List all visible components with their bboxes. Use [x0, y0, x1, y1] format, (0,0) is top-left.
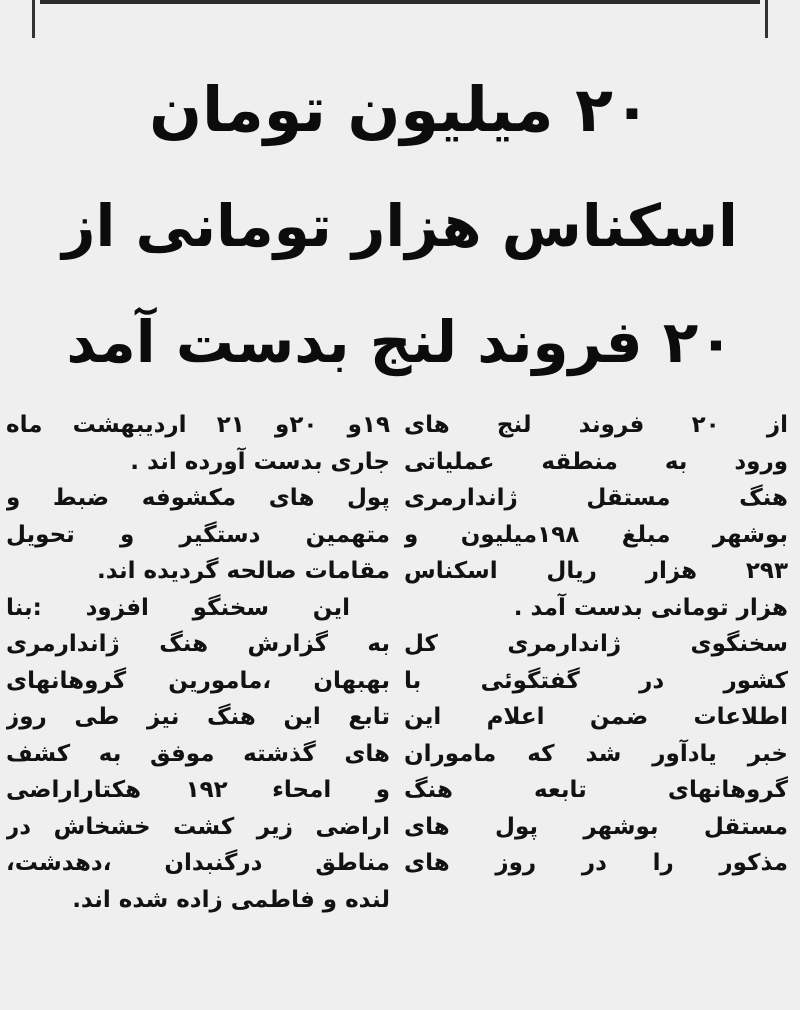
body-line: های گذشته موفق به کشف: [6, 740, 390, 767]
body-line: مقامات صالحه گردیده اند.: [97, 558, 390, 584]
body-line: گروهانهای تابعه هنگ: [404, 777, 788, 803]
body-line: این سخنگو افزود :بنا: [6, 594, 350, 621]
body-line: ۲۹۳ هزار ریال اسکناس: [404, 558, 788, 584]
body-line: هزار تومانی بدست آمد .: [513, 594, 788, 621]
article-column-right: [404, 407, 788, 882]
headline-line-1: ۲۰ میلیون تومان: [149, 73, 651, 146]
headline-line-3: ۲۰ فروند لنج بدست آمد: [66, 308, 734, 376]
body-line: متهمین دستگیر و تحویل: [6, 521, 390, 548]
top-border-rule: [40, 0, 760, 4]
body-line: بوشهر مبلغ ۱۹۸میلیون و: [404, 521, 788, 548]
body-line: خبر یادآور شد که ماموران: [404, 740, 788, 767]
body-line: هنگ مستقل ژاندارمری: [404, 485, 788, 511]
right-corner-rule: [765, 0, 768, 38]
body-line: لنده و فاطمی زاده شده اند.: [72, 886, 390, 913]
headline-line-2: اسکناس هزار تومانی از: [62, 192, 738, 260]
body-line: مناطق درگنبدان ،دهدشت،: [6, 850, 390, 876]
body-line: ۱۹و ۲۰و ۲۱ اردیبهشت ماه: [6, 412, 390, 438]
body-line: تابع این هنگ نیز طی روز: [6, 704, 390, 730]
article-column-left: [6, 407, 390, 918]
body-line: سخنگوی ژاندارمری کل: [404, 631, 788, 657]
headline: [16, 52, 784, 400]
body-line: جاری بدست آورده اند .: [130, 448, 390, 475]
body-line: مذکور را در روز های: [404, 850, 788, 876]
body-line: پول های مکشوفه ضبط و: [6, 485, 390, 511]
body-line: و امحاء ۱۹۲ هکتاراراضی: [6, 777, 390, 803]
body-line: کشور در گفتگوئی با: [404, 667, 788, 694]
body-line: از ۲۰ فروند لنج های: [404, 412, 788, 438]
body-line: اراضی زیر کشت خشخاش در: [6, 813, 390, 840]
body-line: بهبهان ،مامورین گروهانهای: [6, 667, 390, 694]
left-corner-rule: [32, 0, 35, 38]
body-line: اطلاعات ضمن اعلام این: [404, 704, 788, 730]
body-line: مستقل بوشهر پول های: [404, 813, 788, 840]
body-line: ورود به منطقه عملیاتی: [404, 448, 788, 475]
body-line: به گزارش هنگ ژاندارمری: [6, 631, 390, 657]
